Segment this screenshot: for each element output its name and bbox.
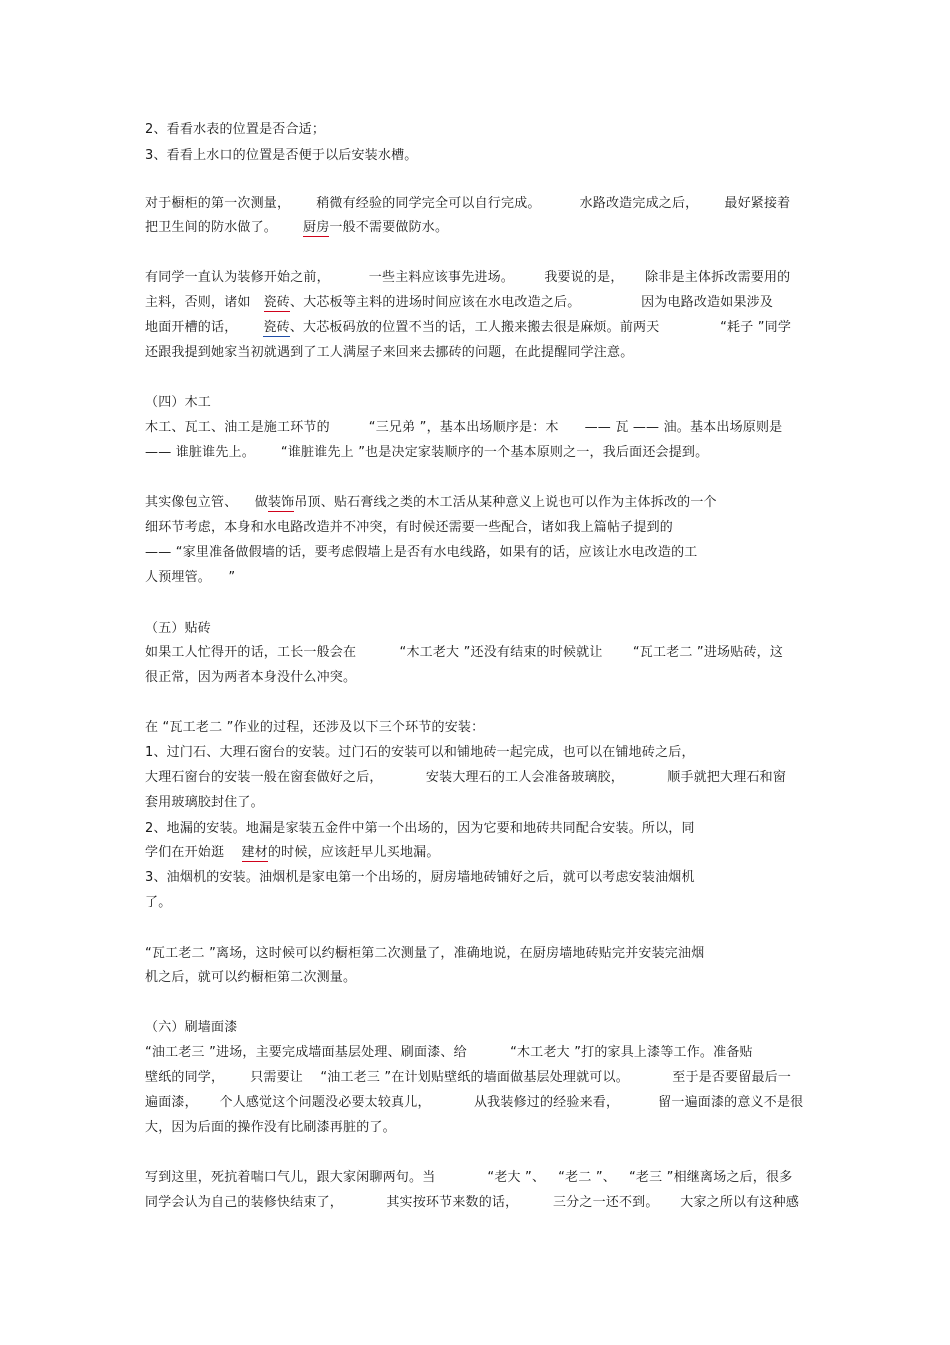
text-line: 1、过门石、大理石窗台的安装。过门石的安装可以和铺地砖一起完成，也可以在铺地砖之后， (145, 745, 695, 760)
text-line: 3、油烟机的安装。油烟机是家电第一个出场的，厨房墙地砖铺好之后，就可以考虑安装油烟机 (145, 870, 695, 885)
text-line: 2、看看水表的位置是否合适； (145, 122, 326, 137)
text-line: 人预埋管。 ” (145, 570, 236, 585)
text-line: 壁纸的同学， 只需要让 “油工老三 ”在计划贴壁纸的墙面做基层处理就可以。 至于是否要留最后一 (145, 1070, 792, 1085)
link-tile-2[interactable]: 瓷砖 (263, 320, 290, 335)
link-building-materials[interactable]: 建材 (241, 845, 268, 860)
text-line: 大，因为后面的操作没有比刷漆再脏的了。 (145, 1120, 396, 1135)
text-line: 大理石窗台的安装一般在窗套做好之后， 安装大理石的工人会准备玻璃胶， 顺手就把大理石和窗 (145, 770, 787, 785)
text-span: 把卫生间的防水做了。 (145, 220, 303, 235)
text-line: 对于橱柜的第一次测量， 稍微有经验的同学完全可以自行完成。 水路改造完成之后， 最好紧接着 (145, 196, 791, 211)
text-line: 细环节考虑，本身和水电路改造并不冲突，有时候还需要一些配合，诸如我上篇帖子提到的 (145, 520, 674, 535)
section-heading: （五）贴砖 (145, 621, 212, 636)
text-line (145, 494, 717, 512)
text-line: 机之后，就可以约橱柜第二次测量。 (145, 970, 357, 985)
link-kitchen[interactable]: 厨房 (303, 220, 330, 235)
text-line: 遍面漆， 个人感觉这个问题没必要太较真儿， 从我装修过的经验来看， 留一遍面漆的意义不是很 (145, 1095, 804, 1110)
text-span: 、大芯板等主料的进场时间应该在水电改造之后。 因为电路改造如果涉及 (290, 295, 774, 310)
text-line: —— “家里准备做假墙的话，要考虑假墙上是否有水电线路，如果有的话，应该让水电改造的工 (145, 545, 698, 560)
text-line: “油工老三 ”进场，主要完成墙面基层处理、刷面漆、给 “木工老大 ”打的家具上漆等工作。准备贴 (145, 1045, 753, 1060)
text-line: “瓦工老二 ”离场，这时候可以约橱柜第二次测量了，准确地说，在厨房墙地砖贴完并安装完油烟 (145, 946, 705, 961)
text-span: 主料，否则，诸如 (145, 295, 264, 310)
text-span: 吊顶、贴石膏线之类的木工活从某种意义上说也可以作为主体拆改的一个 (294, 495, 717, 510)
text-line: 了。 (145, 895, 172, 910)
text-line: 木工、瓦工、油工是施工环节的 “三兄弟 ”，基本出场顺序是：木 —— 瓦 —— 油。基本出场原则是 (145, 420, 783, 435)
text-span: 一般不需要做防水。 (329, 220, 449, 235)
text-span: 地面开槽的话， (145, 320, 264, 335)
text-line: 套用玻璃胶封住了。 (145, 795, 264, 810)
text-line: —— 谁脏谁先上。 “谁脏谁先上 ”也是决定家装顺序的一个基本原则之一，我后面还会提到。 (145, 445, 709, 460)
link-tile[interactable]: 瓷砖 (263, 295, 291, 310)
text-line: 在 “瓦工老二 ”作业的过程，还涉及以下三个环节的安装： (145, 720, 485, 735)
text-line (145, 294, 773, 312)
text-line (145, 319, 791, 337)
text-line: 写到这里，死抗着喘口气儿，跟大家闲聊两句。当 “老大 ”、 “老二 ”、 “老三 ”相继离场之后，很多 (145, 1170, 793, 1185)
text-span: 、大芯板码放的位置不当的话，工人搬来搬去很是麻烦。前两天 “耗子 ”同学 (289, 320, 792, 335)
text-span: 学们在开始逛 (145, 845, 242, 860)
text-span: 其实像包立管、 做 (145, 495, 268, 510)
text-line: 还跟我提到她家当初就遇到了工人满屋子来回来去挪砖的问题，在此提醒同学注意。 (145, 345, 634, 360)
section-heading: （四）木工 (145, 395, 212, 410)
text-span: 的时候，应该赶早儿买地漏。 (267, 845, 440, 860)
link-decoration[interactable]: 装饰 (267, 495, 295, 510)
text-line: 2、地漏的安装。地漏是家装五金件中第一个出场的，因为它要和地砖共同配合安装。所以，同 (145, 821, 695, 836)
text-line (145, 219, 448, 237)
section-heading: （六）刷墙面漆 (145, 1020, 238, 1035)
text-line: 如果工人忙得开的话，工长一般会在 “木工老大 ”还没有结束的时候就让 “瓦工老二 ”进场贴砖，这 (145, 645, 784, 660)
text-line: 3、看看上水口的位置是否便于以后安装水槽。 (145, 148, 418, 163)
text-line: 很正常，因为两者本身没什么冲突。 (145, 670, 357, 685)
text-line: 有同学一直认为装修开始之前， 一些主料应该事先进场。 我要说的是， 除非是主体拆改需要用的 (145, 270, 791, 285)
text-line (145, 844, 440, 862)
text-line: 同学会认为自己的装修快结束了， 其实按环节来数的话， 三分之一还不到。 大家之所以有这种感 (145, 1195, 800, 1210)
